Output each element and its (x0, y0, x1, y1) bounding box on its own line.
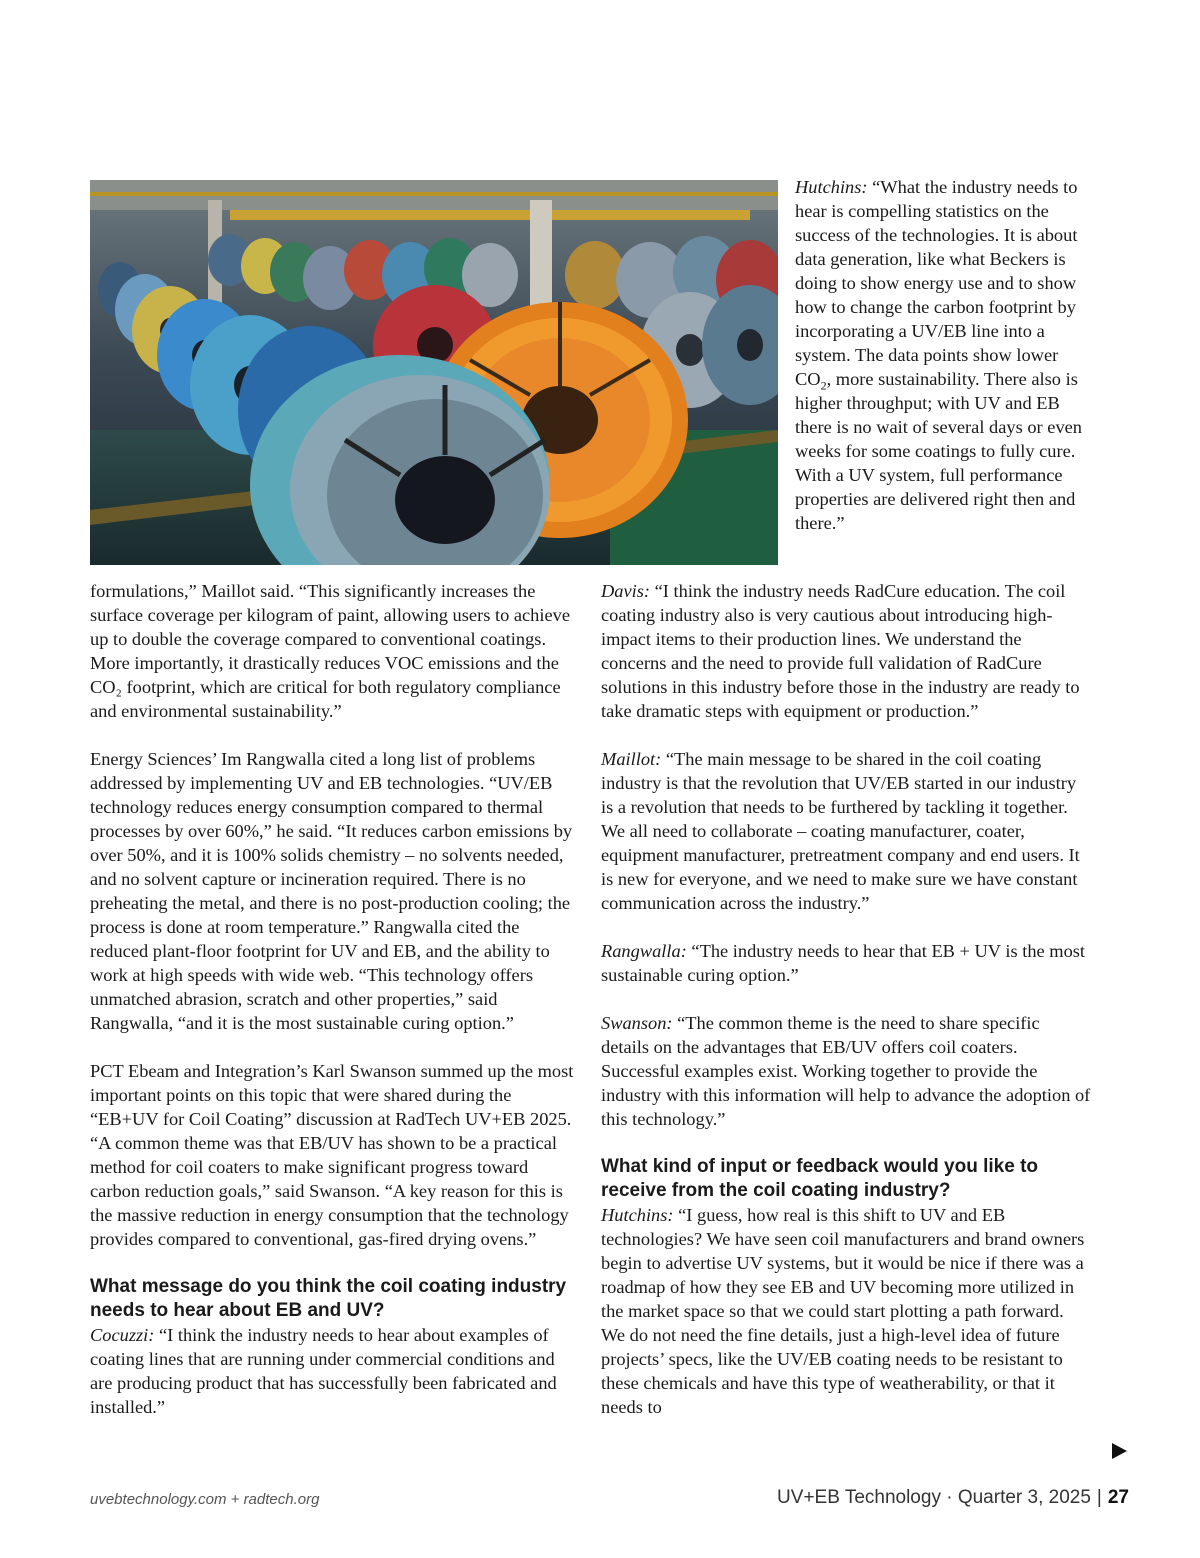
continue-arrow-icon (1112, 1443, 1127, 1459)
page-number: 27 (1107, 1487, 1129, 1508)
section-heading-message: What message do you think the coil coating industry needs to hear about EB and UV? (90, 1276, 567, 1321)
quote-text: “I think the industry needs RadCure education. The coil coating industry also is very cautious about introducing high-impact items to their production lines. We understand the concerns and the need to provide full validation of RadCure solutions in this industry before those in the industry are ready to take dramatic steps with equipment or production.” (601, 581, 1080, 721)
paragraph-maillot-formulations: formulations,” Maillot said. “This significantly increases the surface coverage per kilogram of paint, allowing users to achieve up to double the coverage compared to conventional coatings. More importantly, it drastically reduces VOC emissions and the CO₂ footprint, which are critical for both regulatory compliance and environmental sustainability.” (90, 581, 571, 721)
paragraph-swanson: PCT Ebeam and Integration’s Karl Swanson summed up the most important points on this topic that were shared during the “EB+UV for Coil Coating” discussion at RadTech UV+EB 2025. “A common theme was that EB/UV has shown to be a practical method for coil coaters to make significant progress toward carbon reduction goals,” said Swanson. “A key reason for this is the massive reduction in energy consumption that the technology provides compared to conventional, gas-fired drying ovens.” (90, 1061, 574, 1249)
paragraph-rangwalla: Energy Sciences’ Im Rangwalla cited a long list of problems addressed by implementing UV and EB technologies. “UV/EB technology reduces energy consumption compared to thermal processes by over 60%,” he said. “It reduces carbon emissions by over 50%, and it is 100% solids chemistry – no solvents needed, and no solvent capture or incineration required. There is no preheating the metal, and there is no post-production cooling; the process is done at room temperature.” Rangwalla cited the reduced plant-floor footprint for UV and EB, and the ability to work at high speeds with wide web. “This technology offers unmatched abrasion, scratch and other properties,” said Rangwalla, “and it is the most sustainable curing option.” (90, 749, 573, 1033)
quote-text: “The main message to be shared in the coil coating industry is that the revolution that UV/EB started in our industry is a revolution that needs to be furthered by tackling it together. We all need to collaborate – coating manufacturer, coater, equipment manufacturer, pretreatment company and end users. It is new for everyone, and we need to make sure we have constant communication across the industry.” (601, 749, 1080, 913)
steel-coils-illustration (90, 180, 778, 565)
speaker-name: Swanson: (601, 1013, 673, 1033)
quote-text: “What the industry needs to hear is compelling statistics on the success of the technologies. It is about data generation, like what Beckers is doing to show energy use and to show how to change the carbon footprint by incorporating a UV/EB line into a system. The data points show lower CO (795, 177, 1078, 389)
column-left (90, 579, 580, 1419)
quote-text: , more sustainability. There also is higher throughput; with UV and EB there is no wait of several days or even weeks for some coatings to fully cure. With a UV system, full performance properties are delivered right then and there.” (795, 369, 1082, 533)
speaker-name: Hutchins: (795, 177, 868, 197)
speaker-name: Rangwalla: (601, 941, 687, 961)
speaker-name: Maillot: (601, 749, 662, 769)
quote-text: “The industry needs to hear that EB + UV is the most sustainable curing option.” (601, 941, 1086, 985)
paragraph-hutchins-statistics (795, 175, 1095, 535)
quote-text: “The common theme is the need to share specific details on the advantages that EB/UV offers coil coaters. Successful examples exist. Working together to provide the industry with this information will help to advance the adoption of this technology.” (601, 1013, 1091, 1129)
steel-coils-photo (90, 180, 778, 565)
column-right (601, 579, 1091, 1419)
footer-publication (777, 1487, 1129, 1509)
paragraph-davis (601, 579, 1091, 723)
section-heading-feedback: What kind of input or feedback would you like to receive from the coil coating industry? (601, 1156, 1039, 1201)
quote-text: “I think the industry needs to hear about examples of coating lines that are running under commercial conditions and are producing product that has successfully been fabricated and installed.” (90, 1325, 557, 1417)
paragraph-cocuzzi (90, 1323, 580, 1419)
paragraph-rangwalla-short (601, 939, 1091, 987)
speaker-name: Cocuzzi: (90, 1325, 155, 1345)
subscript: 2 (820, 378, 827, 393)
speaker-name: Hutchins: (601, 1205, 674, 1225)
paragraph-maillot (601, 747, 1091, 915)
footer-websites: uvebtechnology.com + radtech.org (90, 1491, 320, 1508)
paragraph-swanson-theme (601, 1011, 1091, 1131)
publication-title: UV+EB Technology · Quarter 3, 2025 (777, 1487, 1091, 1508)
paragraph-hutchins-roadmap (601, 1203, 1091, 1419)
column-top-right (795, 175, 1095, 535)
speaker-name: Davis: (601, 581, 651, 601)
footer-separator: | (1096, 1487, 1102, 1508)
quote-text: “I guess, how real is this shift to UV and EB technologies? We have seen coil manufacturers and brand owners begin to advertise UV systems, but it would be nice if there was a roadmap of how they see EB and UV becoming more utilized in the market space so that we could start plotting a path forward. We do not need the fine details, just a high-level idea of future projects’ specs, like the UV/EB coating needs to be resistant to these chemicals and have this type of weatherability, or that it needs to (601, 1205, 1085, 1417)
